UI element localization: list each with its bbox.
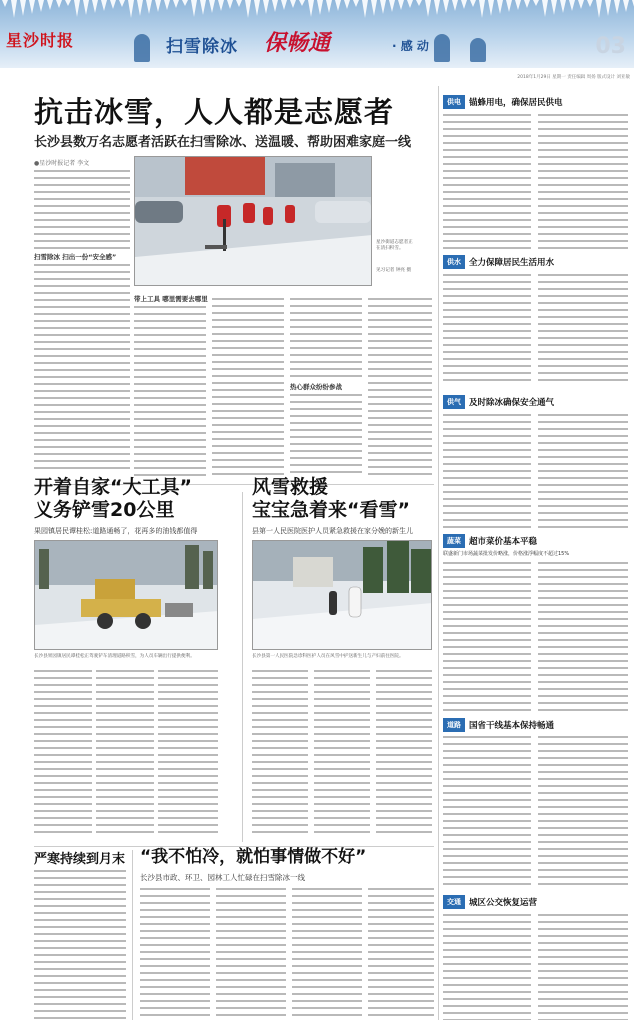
story5-subhead: 长沙县市政、环卫、园林工人忙碌在扫雪除冰一线: [140, 873, 305, 882]
icicle: [74, 0, 80, 17]
story3-photo: [252, 540, 432, 650]
lead-subtitle-1: 扫雪除冰 扫出一份“安全感”: [34, 253, 117, 261]
icicle: [299, 0, 305, 6]
sidebar-title: 及时除冰确保安全通气: [469, 398, 555, 408]
story2-body-text: [34, 670, 92, 838]
icicle: [551, 0, 557, 15]
icicle: [137, 0, 143, 16]
banner-title: 扫雪除冰: [166, 37, 238, 57]
divider: [132, 850, 133, 1020]
story3-headline-a: 风雪救援: [252, 476, 329, 498]
lead-body-text: [290, 298, 362, 378]
icicle: [380, 0, 386, 14]
sidebar-divider: [438, 86, 439, 1020]
icicle: [416, 0, 422, 6]
icicle: [371, 0, 377, 16]
icicle: [200, 0, 206, 15]
icicle: [218, 0, 224, 11]
icicle: [353, 0, 359, 7]
story5-body-text: [292, 888, 362, 1020]
sidebar-body-text: [443, 274, 531, 386]
icicle: [65, 0, 71, 6]
lead-photo-caption: 星沙街道志愿者正在清扫积雪。: [376, 240, 413, 251]
story4-headline: 严寒持续到月末: [34, 852, 126, 867]
sidebar-body-text: [538, 114, 628, 250]
story2-headline-b: 义务铲雪20公里: [34, 499, 175, 521]
icicle: [110, 0, 116, 9]
sidebar-tag: 道路: [443, 718, 465, 732]
sidebar-tag: 蔬菜: [443, 534, 465, 548]
icicle: [290, 0, 296, 8]
lead-headline: 抗击冰雪，人人都是志愿者: [34, 95, 395, 129]
story3-subhead: 县第一人民医院医护人员紧急救援在家分娩的新生儿: [252, 527, 413, 535]
lead-body-text: [34, 170, 130, 250]
icicle: [425, 0, 431, 17]
lead-photo: [134, 156, 372, 286]
sidebar-section-water: [443, 255, 554, 269]
icicle: [182, 0, 188, 6]
icicle: [11, 0, 17, 18]
icicle: [281, 0, 287, 10]
icicle: [524, 0, 530, 8]
icicle: [92, 0, 98, 13]
icicle: [56, 0, 62, 8]
sidebar-section-roads: [443, 718, 554, 732]
skater-silhouette: [470, 38, 486, 62]
icicle: [533, 0, 539, 6]
icicle: [236, 0, 242, 7]
sidebar-section-transit: [443, 895, 537, 909]
icicle: [344, 0, 350, 9]
sidebar-tag: 交通: [443, 895, 465, 909]
sidebar-body-text: [443, 114, 531, 250]
icicle: [497, 0, 503, 14]
sidebar-title: 超市菜价基本平稳: [469, 537, 538, 547]
divider: [242, 492, 243, 842]
story4-body-text: [34, 870, 126, 1020]
lead-byline: ●星沙时报记者 李文: [34, 160, 90, 167]
sidebar-title: 锚蜂用电，确保居民供电: [469, 98, 563, 108]
icicle: [20, 0, 26, 16]
story2-subhead: 果园镇居民谭桂松:道路通畅了，花再多的油钱都值得: [34, 527, 198, 535]
sidebar-body-text: [443, 736, 531, 888]
sidebar-body-text: [443, 562, 531, 712]
sidebar-body-text: [538, 736, 628, 888]
icicle: [335, 0, 341, 11]
icicle: [47, 0, 53, 10]
lead-body-text: [290, 394, 362, 476]
icicle: [191, 0, 197, 17]
icicle: [614, 0, 620, 14]
icicle: [245, 0, 251, 18]
icicle: [623, 0, 629, 12]
lead-body-text: [368, 298, 432, 476]
icicle: [227, 0, 233, 9]
sidebar-section-power: [443, 95, 563, 109]
sidebar-tag: 供电: [443, 95, 465, 109]
icicle: [128, 0, 134, 18]
icicle: [2, 0, 8, 7]
icicle: [83, 0, 89, 15]
sidebar-title: 国省干线基本保持畅通: [469, 721, 555, 731]
banner-subtitle: · 感 动: [392, 39, 429, 53]
icicle: [542, 0, 548, 17]
dateline: 2018年1月29日 星期一 责任编辑 周扬 版式设计 刘亚敏: [517, 75, 630, 80]
lead-body-text: [212, 298, 284, 476]
lead-subhead: 长沙县数万名志愿者活跃在扫雪除冰、送温暖、帮助困难家庭一线: [34, 135, 412, 150]
icicle: [38, 0, 44, 12]
icicle: [488, 0, 494, 16]
story2-body-text: [96, 670, 154, 838]
sidebar-title: 全力保障居民生活用水: [469, 258, 555, 268]
story3-photo-caption: 长沙县第一人民医院急诊科医护人员在风雪中护送新生儿与产妇前往医院。: [252, 654, 404, 659]
sidebar-subtitle: 联盛新门市场蔬菜批发价略涨，价格涨浮幅度不超过15%: [443, 551, 570, 557]
icicle: [578, 0, 584, 9]
lead-body-text: [34, 264, 130, 474]
icicle: [209, 0, 215, 13]
icicle: [443, 0, 449, 13]
icicle: [587, 0, 593, 7]
icicle: [272, 0, 278, 12]
sidebar-title: 城区公交恢复运营: [469, 898, 538, 908]
sidebar-section-vegetables: [443, 534, 537, 548]
icicle: [407, 0, 413, 8]
icicle: [308, 0, 314, 17]
icicle: [254, 0, 260, 16]
icicle: [155, 0, 161, 12]
sidebar-body-text: [538, 914, 628, 1020]
icicle: [605, 0, 611, 16]
icicle: [263, 0, 269, 14]
story5-headline: “我不怕冷，就怕事情做不好”: [140, 847, 367, 867]
icicle: [470, 0, 476, 7]
icicle: [569, 0, 575, 11]
sidebar-body-text: [443, 414, 531, 528]
icicle: [146, 0, 152, 14]
icicle: [119, 0, 125, 7]
story3-body-text: [376, 670, 432, 838]
story2-headline-a: 开着自家“大工具”: [34, 476, 192, 498]
icicle: [29, 0, 35, 14]
icicle: [461, 0, 467, 9]
sidebar-tag: 供水: [443, 255, 465, 269]
story5-body-text: [140, 888, 210, 1020]
story2-photo-caption: 长沙县果园镇居民谭桂松正驾驶铲车清理道路积雪，为人员车辆出行提供便利。: [34, 654, 195, 659]
icicle: [101, 0, 107, 11]
skater-silhouette: [434, 34, 450, 62]
icicle: [596, 0, 602, 18]
story2-body-text: [158, 670, 218, 838]
icicle: [479, 0, 485, 18]
sidebar-body-text: [443, 914, 531, 1020]
icicle: [452, 0, 458, 11]
sidebar-tag: 供气: [443, 395, 465, 409]
story5-body-text: [368, 888, 434, 1020]
banner-calligraphy: 保畅通: [264, 30, 331, 56]
icicle: [515, 0, 521, 10]
icicle: [173, 0, 179, 8]
lead-subtitle-2: 带上工具 哪里需要去哪里: [134, 295, 208, 303]
icicle: [317, 0, 323, 15]
header-band: [0, 0, 634, 68]
story3-body-text: [314, 670, 370, 838]
lead-body-text: [134, 306, 206, 476]
icicle: [434, 0, 440, 15]
lead-subtitle-3: 热心群众纷纷参战: [290, 383, 342, 391]
story2-photo: [34, 540, 218, 650]
story3-body-text: [252, 670, 308, 838]
sidebar-body-text: [538, 414, 628, 528]
story3-headline-b: 宝宝急着来“看雪”: [252, 499, 410, 521]
newspaper-logo: 星沙时报: [6, 31, 75, 50]
skater-silhouette: [134, 34, 150, 62]
sidebar-body-text: [538, 274, 628, 386]
lead-photo-credit: 见习记者 钟亮 摄: [376, 268, 412, 273]
icicle: [164, 0, 170, 10]
icicle: [389, 0, 395, 12]
icicle: [326, 0, 332, 13]
icicle: [398, 0, 404, 10]
story5-body-text: [216, 888, 286, 1020]
icicle: [506, 0, 512, 12]
icicle: [362, 0, 368, 18]
sidebar-body-text: [538, 562, 628, 712]
icicle: [560, 0, 566, 13]
sidebar-section-gas: [443, 395, 554, 409]
page-number: 03: [595, 34, 626, 59]
